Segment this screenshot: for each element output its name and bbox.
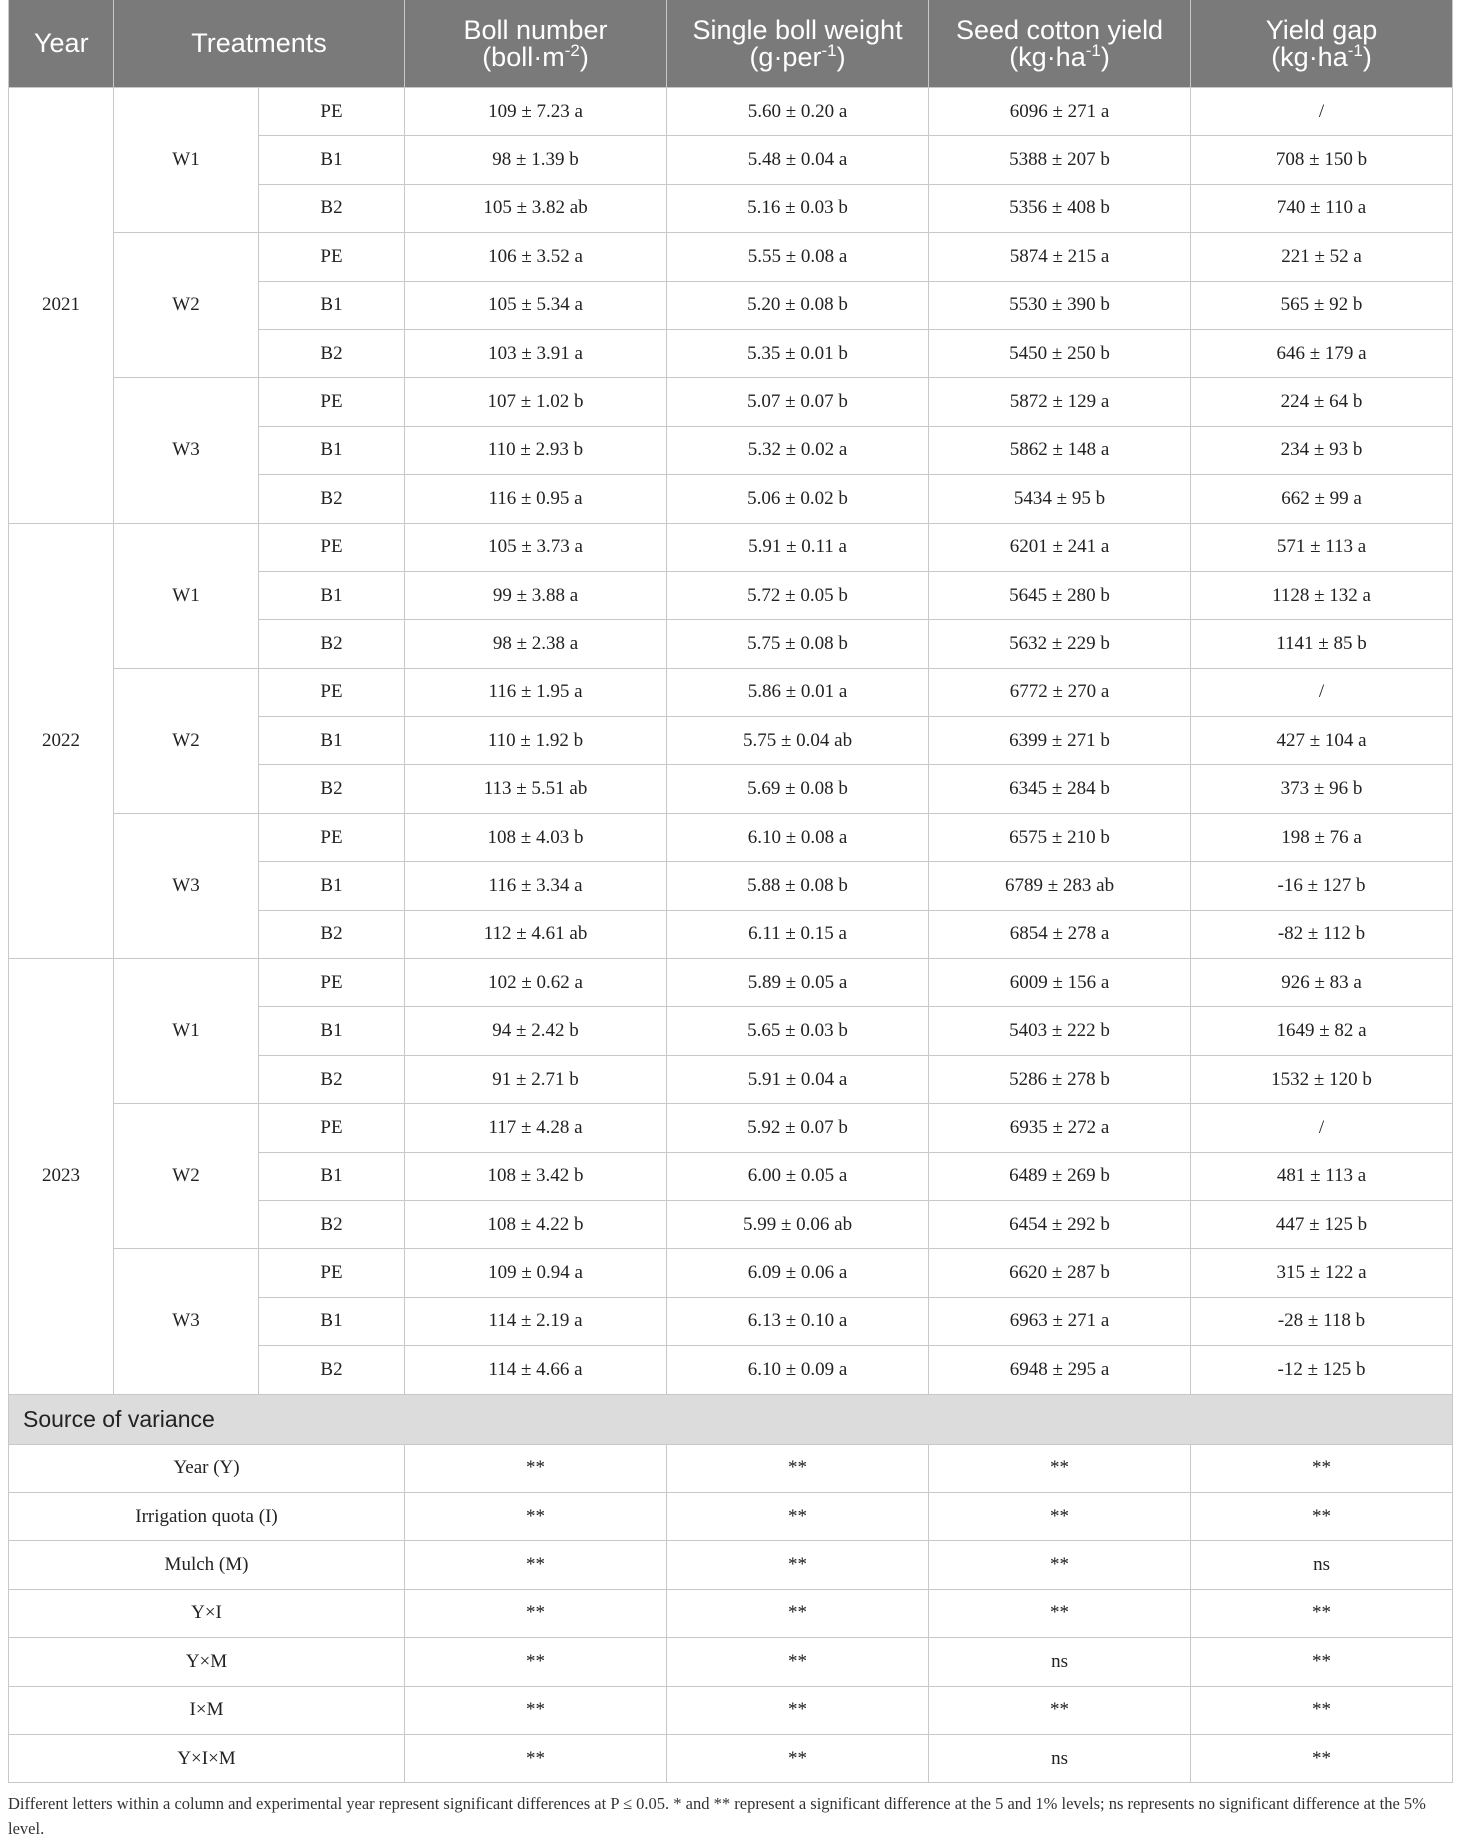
boll-weight-cell: 5.91 ± 0.11 a — [667, 523, 929, 571]
seed-yield-cell: 5872 ± 129 a — [929, 378, 1191, 426]
header-boll-number — [405, 0, 667, 88]
header-unit: (g·per — [749, 41, 822, 72]
seed-yield-cell: 5450 ± 250 b — [929, 329, 1191, 377]
table-row — [9, 378, 1453, 426]
mulch-cell: B1 — [259, 281, 405, 329]
seed-yield-cell: 5403 ± 222 b — [929, 1007, 1191, 1055]
boll-weight-cell: 5.86 ± 0.01 a — [667, 668, 929, 716]
variance-gap-cell: ns — [1191, 1541, 1453, 1589]
variance-weight-cell: ** — [667, 1686, 929, 1734]
variance-boll-cell: ** — [405, 1638, 667, 1686]
boll-number-cell: 112 ± 4.61 ab — [405, 910, 667, 958]
header-unit-sup: -1 — [1085, 40, 1101, 60]
mulch-cell: PE — [259, 668, 405, 716]
table-row — [9, 668, 1453, 716]
irrigation-cell: W2 — [114, 668, 259, 813]
header-row — [9, 0, 1453, 88]
boll-number-cell: 107 ± 1.02 b — [405, 378, 667, 426]
header-year: Year — [9, 0, 114, 88]
yield-gap-cell: / — [1191, 88, 1453, 136]
yield-gap-cell: 427 ± 104 a — [1191, 717, 1453, 765]
boll-weight-cell: 5.07 ± 0.07 b — [667, 378, 929, 426]
mulch-cell: PE — [259, 378, 405, 426]
yield-gap-cell: -28 ± 118 b — [1191, 1297, 1453, 1345]
boll-weight-cell: 5.75 ± 0.04 ab — [667, 717, 929, 765]
boll-weight-cell: 6.11 ± 0.15 a — [667, 910, 929, 958]
variance-yield-cell: ns — [929, 1734, 1191, 1782]
yield-components-table — [8, 0, 1453, 1783]
boll-weight-cell: 5.48 ± 0.04 a — [667, 136, 929, 184]
boll-weight-cell: 5.06 ± 0.02 b — [667, 475, 929, 523]
variance-yield-cell: ** — [929, 1492, 1191, 1540]
boll-weight-cell: 5.35 ± 0.01 b — [667, 329, 929, 377]
mulch-cell: B2 — [259, 1346, 405, 1394]
header-label: Seed cotton yield — [955, 14, 1164, 45]
boll-weight-cell: 6.10 ± 0.08 a — [667, 813, 929, 861]
seed-yield-cell: 5862 ± 148 a — [929, 426, 1191, 474]
mulch-cell: B1 — [259, 426, 405, 474]
header-seed-cotton-yield — [929, 0, 1191, 88]
yield-gap-cell: 646 ± 179 a — [1191, 329, 1453, 377]
boll-number-cell: 108 ± 4.03 b — [405, 813, 667, 861]
yield-gap-cell: -16 ± 127 b — [1191, 862, 1453, 910]
seed-yield-cell: 5874 ± 215 a — [929, 233, 1191, 281]
variance-gap-cell: ** — [1191, 1589, 1453, 1637]
mulch-cell: B1 — [259, 862, 405, 910]
boll-number-cell: 109 ± 7.23 a — [405, 88, 667, 136]
boll-weight-cell: 5.91 ± 0.04 a — [667, 1055, 929, 1103]
header-yield-gap — [1191, 0, 1453, 88]
variance-source-cell: Y×I — [9, 1589, 405, 1637]
variance-gap-cell: ** — [1191, 1492, 1453, 1540]
boll-weight-cell: 6.09 ± 0.06 a — [667, 1249, 929, 1297]
irrigation-cell: W1 — [114, 88, 259, 233]
yield-gap-cell: 708 ± 150 b — [1191, 136, 1453, 184]
header-label: Boll number — [463, 14, 608, 45]
boll-weight-cell: 5.99 ± 0.06 ab — [667, 1200, 929, 1248]
boll-number-cell: 91 ± 2.71 b — [405, 1055, 667, 1103]
seed-yield-cell: 6963 ± 271 a — [929, 1297, 1191, 1345]
boll-weight-cell: 5.65 ± 0.03 b — [667, 1007, 929, 1055]
yield-gap-cell: 1141 ± 85 b — [1191, 620, 1453, 668]
irrigation-cell: W2 — [114, 1104, 259, 1249]
variance-row — [9, 1734, 1453, 1782]
yield-gap-cell: 224 ± 64 b — [1191, 378, 1453, 426]
variance-boll-cell: ** — [405, 1734, 667, 1782]
boll-weight-cell: 5.72 ± 0.05 b — [667, 571, 929, 619]
boll-number-cell: 105 ± 3.82 ab — [405, 184, 667, 232]
seed-yield-cell: 6789 ± 283 ab — [929, 862, 1191, 910]
boll-number-cell: 108 ± 3.42 b — [405, 1152, 667, 1200]
boll-weight-cell: 5.88 ± 0.08 b — [667, 862, 929, 910]
mulch-cell: PE — [259, 1249, 405, 1297]
mulch-cell: B1 — [259, 1297, 405, 1345]
mulch-cell: B2 — [259, 765, 405, 813]
mulch-cell: B1 — [259, 571, 405, 619]
header-unit-sup: -1 — [1347, 40, 1363, 60]
yield-gap-cell: / — [1191, 668, 1453, 716]
table-row — [9, 813, 1453, 861]
variance-weight-cell: ** — [667, 1444, 929, 1492]
boll-number-cell: 113 ± 5.51 ab — [405, 765, 667, 813]
boll-weight-cell: 5.92 ± 0.07 b — [667, 1104, 929, 1152]
header-unit-sup: -2 — [564, 40, 580, 60]
seed-yield-cell: 6620 ± 287 b — [929, 1249, 1191, 1297]
table-row — [9, 88, 1453, 136]
yield-gap-cell: 447 ± 125 b — [1191, 1200, 1453, 1248]
yield-gap-cell: -82 ± 112 b — [1191, 910, 1453, 958]
yield-gap-cell: 481 ± 113 a — [1191, 1152, 1453, 1200]
boll-number-cell: 109 ± 0.94 a — [405, 1249, 667, 1297]
variance-weight-cell: ** — [667, 1638, 929, 1686]
yield-gap-cell: 1128 ± 132 a — [1191, 571, 1453, 619]
variance-gap-cell: ** — [1191, 1686, 1453, 1734]
variance-weight-cell: ** — [667, 1492, 929, 1540]
yield-gap-cell: 234 ± 93 b — [1191, 426, 1453, 474]
mulch-cell: PE — [259, 233, 405, 281]
variance-row — [9, 1492, 1453, 1540]
boll-weight-cell: 5.89 ± 0.05 a — [667, 959, 929, 1007]
boll-weight-cell: 5.55 ± 0.08 a — [667, 233, 929, 281]
boll-number-cell: 98 ± 2.38 a — [405, 620, 667, 668]
boll-number-cell: 103 ± 3.91 a — [405, 329, 667, 377]
variance-row — [9, 1686, 1453, 1734]
boll-weight-cell: 5.16 ± 0.03 b — [667, 184, 929, 232]
variance-gap-cell: ** — [1191, 1734, 1453, 1782]
header-treatments: Treatments — [114, 0, 405, 88]
variance-row — [9, 1589, 1453, 1637]
variance-yield-cell: ** — [929, 1541, 1191, 1589]
yield-gap-cell: / — [1191, 1104, 1453, 1152]
seed-yield-cell: 5356 ± 408 b — [929, 184, 1191, 232]
table-body — [9, 88, 1453, 1783]
variance-yield-cell: ns — [929, 1638, 1191, 1686]
variance-gap-cell: ** — [1191, 1444, 1453, 1492]
seed-yield-cell: 6489 ± 269 b — [929, 1152, 1191, 1200]
yield-gap-cell: 571 ± 113 a — [1191, 523, 1453, 571]
table-row — [9, 233, 1453, 281]
yield-gap-cell: 926 ± 83 a — [1191, 959, 1453, 1007]
seed-yield-cell: 6009 ± 156 a — [929, 959, 1191, 1007]
boll-number-cell: 102 ± 0.62 a — [405, 959, 667, 1007]
irrigation-cell: W2 — [114, 233, 259, 378]
variance-boll-cell: ** — [405, 1589, 667, 1637]
irrigation-cell: W1 — [114, 959, 259, 1104]
table-container — [8, 0, 1453, 1841]
mulch-cell: B2 — [259, 620, 405, 668]
table-row — [9, 1104, 1453, 1152]
header-unit-close: ) — [1362, 41, 1372, 72]
yield-gap-cell: 315 ± 122 a — [1191, 1249, 1453, 1297]
mulch-cell: PE — [259, 88, 405, 136]
mulch-cell: B2 — [259, 329, 405, 377]
seed-yield-cell: 6948 ± 295 a — [929, 1346, 1191, 1394]
boll-number-cell: 114 ± 4.66 a — [405, 1346, 667, 1394]
seed-yield-cell: 5434 ± 95 b — [929, 475, 1191, 523]
mulch-cell: PE — [259, 959, 405, 1007]
irrigation-cell: W3 — [114, 813, 259, 958]
variance-row — [9, 1638, 1453, 1686]
variance-weight-cell: ** — [667, 1541, 929, 1589]
header-unit-close: ) — [1100, 41, 1110, 72]
boll-weight-cell: 5.75 ± 0.08 b — [667, 620, 929, 668]
boll-weight-cell: 6.10 ± 0.09 a — [667, 1346, 929, 1394]
boll-number-cell: 116 ± 3.34 a — [405, 862, 667, 910]
yield-gap-cell: -12 ± 125 b — [1191, 1346, 1453, 1394]
variance-section-row — [9, 1394, 1453, 1444]
yield-gap-cell: 1649 ± 82 a — [1191, 1007, 1453, 1055]
boll-weight-cell: 5.69 ± 0.08 b — [667, 765, 929, 813]
seed-yield-cell: 6454 ± 292 b — [929, 1200, 1191, 1248]
variance-boll-cell: ** — [405, 1541, 667, 1589]
seed-yield-cell: 5388 ± 207 b — [929, 136, 1191, 184]
boll-number-cell: 110 ± 1.92 b — [405, 717, 667, 765]
header-unit: (kg·ha — [1009, 41, 1086, 72]
boll-number-cell: 108 ± 4.22 b — [405, 1200, 667, 1248]
mulch-cell: B2 — [259, 1200, 405, 1248]
boll-weight-cell: 5.20 ± 0.08 b — [667, 281, 929, 329]
header-unit-close: ) — [836, 41, 846, 72]
seed-yield-cell: 5530 ± 390 b — [929, 281, 1191, 329]
seed-yield-cell: 6575 ± 210 b — [929, 813, 1191, 861]
boll-weight-cell: 6.00 ± 0.05 a — [667, 1152, 929, 1200]
boll-number-cell: 105 ± 3.73 a — [405, 523, 667, 571]
seed-yield-cell: 6399 ± 271 b — [929, 717, 1191, 765]
variance-yield-cell: ** — [929, 1686, 1191, 1734]
variance-yield-cell: ** — [929, 1444, 1191, 1492]
variance-row — [9, 1444, 1453, 1492]
table-footnote: Different letters within a column and experimental year represent significant differences at P ≤ 0.05. * and ** represent a significant difference at the 5 and 1% levels; ns represents no significant difference at the 5% level. — [8, 1794, 1426, 1839]
boll-number-cell: 116 ± 1.95 a — [405, 668, 667, 716]
seed-yield-cell: 6854 ± 278 a — [929, 910, 1191, 958]
table-row — [9, 523, 1453, 571]
seed-yield-cell: 6096 ± 271 a — [929, 88, 1191, 136]
yield-gap-cell: 740 ± 110 a — [1191, 184, 1453, 232]
mulch-cell: B1 — [259, 136, 405, 184]
mulch-cell: B2 — [259, 184, 405, 232]
mulch-cell: B1 — [259, 1007, 405, 1055]
variance-source-cell: Y×I×M — [9, 1734, 405, 1782]
variance-source-cell: I×M — [9, 1686, 405, 1734]
year-cell: 2023 — [9, 959, 114, 1395]
boll-number-cell: 114 ± 2.19 a — [405, 1297, 667, 1345]
variance-weight-cell: ** — [667, 1734, 929, 1782]
yield-gap-cell: 565 ± 92 b — [1191, 281, 1453, 329]
variance-boll-cell: ** — [405, 1686, 667, 1734]
yield-gap-cell: 221 ± 52 a — [1191, 233, 1453, 281]
boll-number-cell: 110 ± 2.93 b — [405, 426, 667, 474]
irrigation-cell: W3 — [114, 1249, 259, 1394]
header-label: Single boll weight — [692, 14, 903, 45]
variance-source-cell: Year (Y) — [9, 1444, 405, 1492]
table-row — [9, 959, 1453, 1007]
variance-boll-cell: ** — [405, 1492, 667, 1540]
boll-number-cell: 99 ± 3.88 a — [405, 571, 667, 619]
seed-yield-cell: 6345 ± 284 b — [929, 765, 1191, 813]
header-unit: (boll·m — [482, 41, 565, 72]
seed-yield-cell: 6772 ± 270 a — [929, 668, 1191, 716]
yield-gap-cell: 1532 ± 120 b — [1191, 1055, 1453, 1103]
mulch-cell: B2 — [259, 475, 405, 523]
mulch-cell: PE — [259, 813, 405, 861]
variance-gap-cell: ** — [1191, 1638, 1453, 1686]
header-label: Yield gap — [1265, 14, 1378, 45]
year-cell: 2021 — [9, 88, 114, 524]
seed-yield-cell: 5632 ± 229 b — [929, 620, 1191, 668]
header-unit-close: ) — [579, 41, 589, 72]
yield-gap-cell: 373 ± 96 b — [1191, 765, 1453, 813]
seed-yield-cell: 6201 ± 241 a — [929, 523, 1191, 571]
mulch-cell: B1 — [259, 1152, 405, 1200]
boll-weight-cell: 5.60 ± 0.20 a — [667, 88, 929, 136]
variance-source-cell: Mulch (M) — [9, 1541, 405, 1589]
irrigation-cell: W1 — [114, 523, 259, 668]
year-cell: 2022 — [9, 523, 114, 959]
yield-gap-cell: 662 ± 99 a — [1191, 475, 1453, 523]
boll-number-cell: 116 ± 0.95 a — [405, 475, 667, 523]
boll-number-cell: 106 ± 3.52 a — [405, 233, 667, 281]
boll-number-cell: 98 ± 1.39 b — [405, 136, 667, 184]
mulch-cell: PE — [259, 523, 405, 571]
header-unit-sup: -1 — [821, 40, 837, 60]
variance-source-cell: Y×M — [9, 1638, 405, 1686]
seed-yield-cell: 6935 ± 272 a — [929, 1104, 1191, 1152]
mulch-cell: B1 — [259, 717, 405, 765]
variance-section-title: Source of variance — [9, 1394, 1453, 1444]
boll-number-cell: 117 ± 4.28 a — [405, 1104, 667, 1152]
mulch-cell: B2 — [259, 1055, 405, 1103]
variance-weight-cell: ** — [667, 1589, 929, 1637]
yield-gap-cell: 198 ± 76 a — [1191, 813, 1453, 861]
mulch-cell: B2 — [259, 910, 405, 958]
mulch-cell: PE — [259, 1104, 405, 1152]
boll-weight-cell: 5.32 ± 0.02 a — [667, 426, 929, 474]
header-single-boll-weight — [667, 0, 929, 88]
irrigation-cell: W3 — [114, 378, 259, 523]
header-unit: (kg·ha — [1271, 41, 1348, 72]
seed-yield-cell: 5286 ± 278 b — [929, 1055, 1191, 1103]
variance-yield-cell: ** — [929, 1589, 1191, 1637]
seed-yield-cell: 5645 ± 280 b — [929, 571, 1191, 619]
boll-number-cell: 105 ± 5.34 a — [405, 281, 667, 329]
variance-row — [9, 1541, 1453, 1589]
boll-number-cell: 94 ± 2.42 b — [405, 1007, 667, 1055]
variance-boll-cell: ** — [405, 1444, 667, 1492]
boll-weight-cell: 6.13 ± 0.10 a — [667, 1297, 929, 1345]
table-row — [9, 1249, 1453, 1297]
variance-source-cell: Irrigation quota (I) — [9, 1492, 405, 1540]
